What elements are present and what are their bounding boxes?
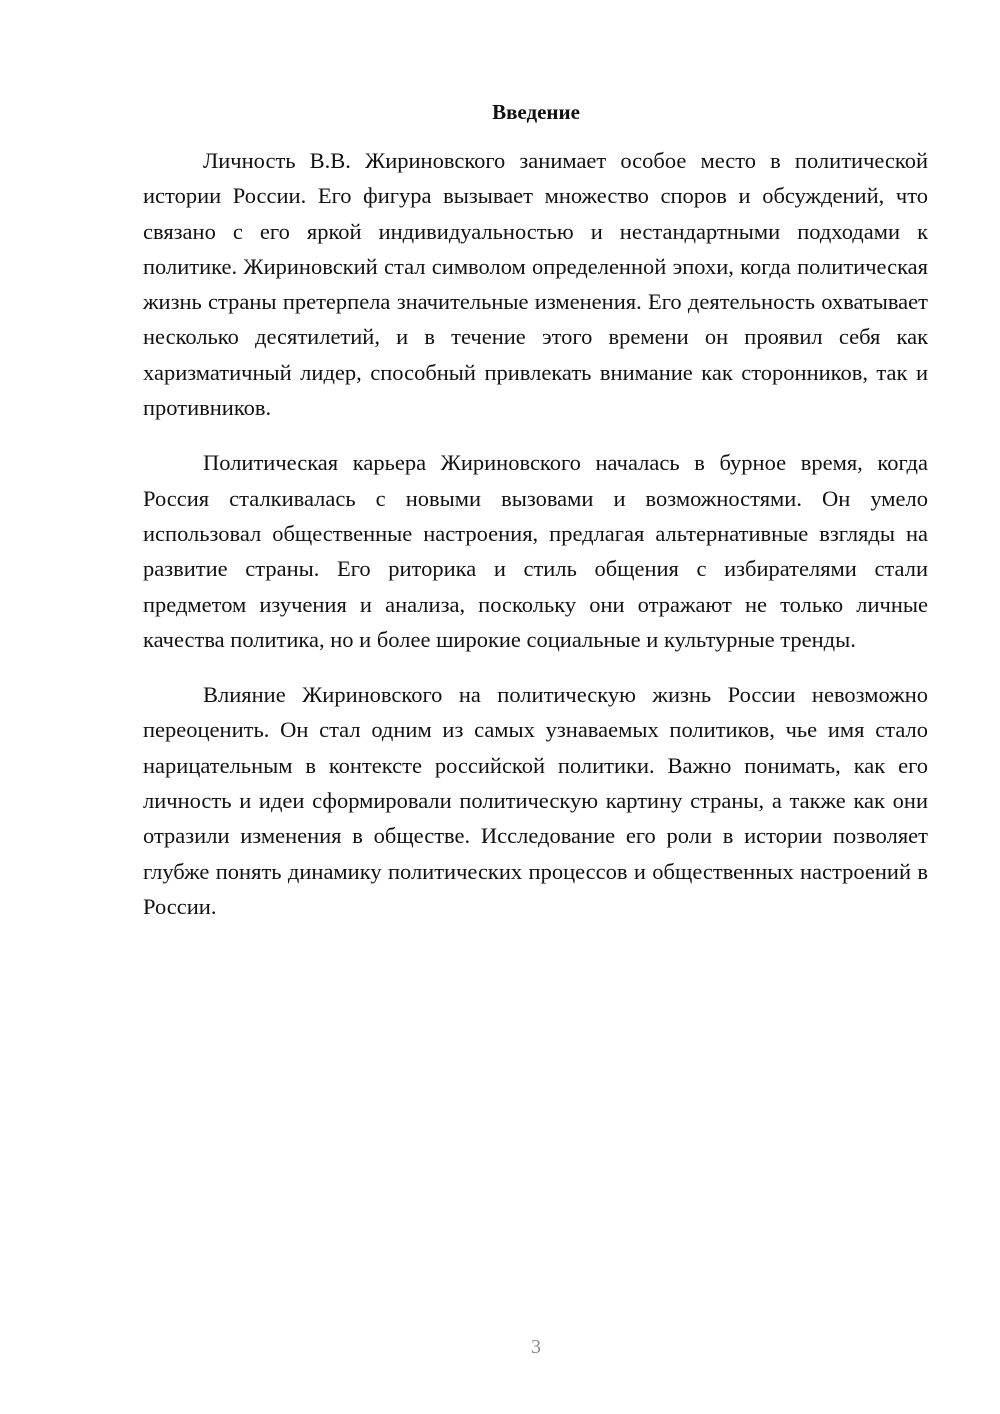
paragraph-3: Влияние Жириновского на политическую жизнь России невозможно переоценить. Он стал одним из самых узнаваемых политиков, чье имя стало нарицательным в контексте российской политики. Важно понимать, как его личность и идеи сформировали политическую картину страны, а также как они отразили изменения в обществе. Исследование его роли в истории позволяет глубже понять динамику политических процессов и общественных настроений в России. (143, 682, 928, 919)
body-text (143, 143, 928, 924)
page-number: 3 (531, 1336, 541, 1358)
paragraph-2: Политическая карьера Жириновского началась в бурное время, когда Россия сталкивалась с новыми вызовами и возможностями. Он умело использовал общественные настроения, предлагая альтернативные взгляды на развитие страны. Его риторика и стиль общения с избирателями стали предметом изучения и анализа, поскольку они отражают не только личные качества политика, но и более широкие социальные и культурные тренды. (143, 450, 928, 652)
section-title: Введение (492, 100, 580, 124)
paragraph-1: Личность В.В. Жириновского занимает особое место в политической истории России. Его фигура вызывает множество споров и обсуждений, что связано с его яркой индивидуальностью и нестандартными подходами к политике. Жириновский стал символом определенной эпохи, когда политическая жизнь страны претерпела значительные изменения. Его деятельность охватывает несколько десятилетий, и в течение этого времени он проявил себя как харизматичный лидер, способный привлекать внимание как сторонников, так и противников. (143, 148, 928, 421)
